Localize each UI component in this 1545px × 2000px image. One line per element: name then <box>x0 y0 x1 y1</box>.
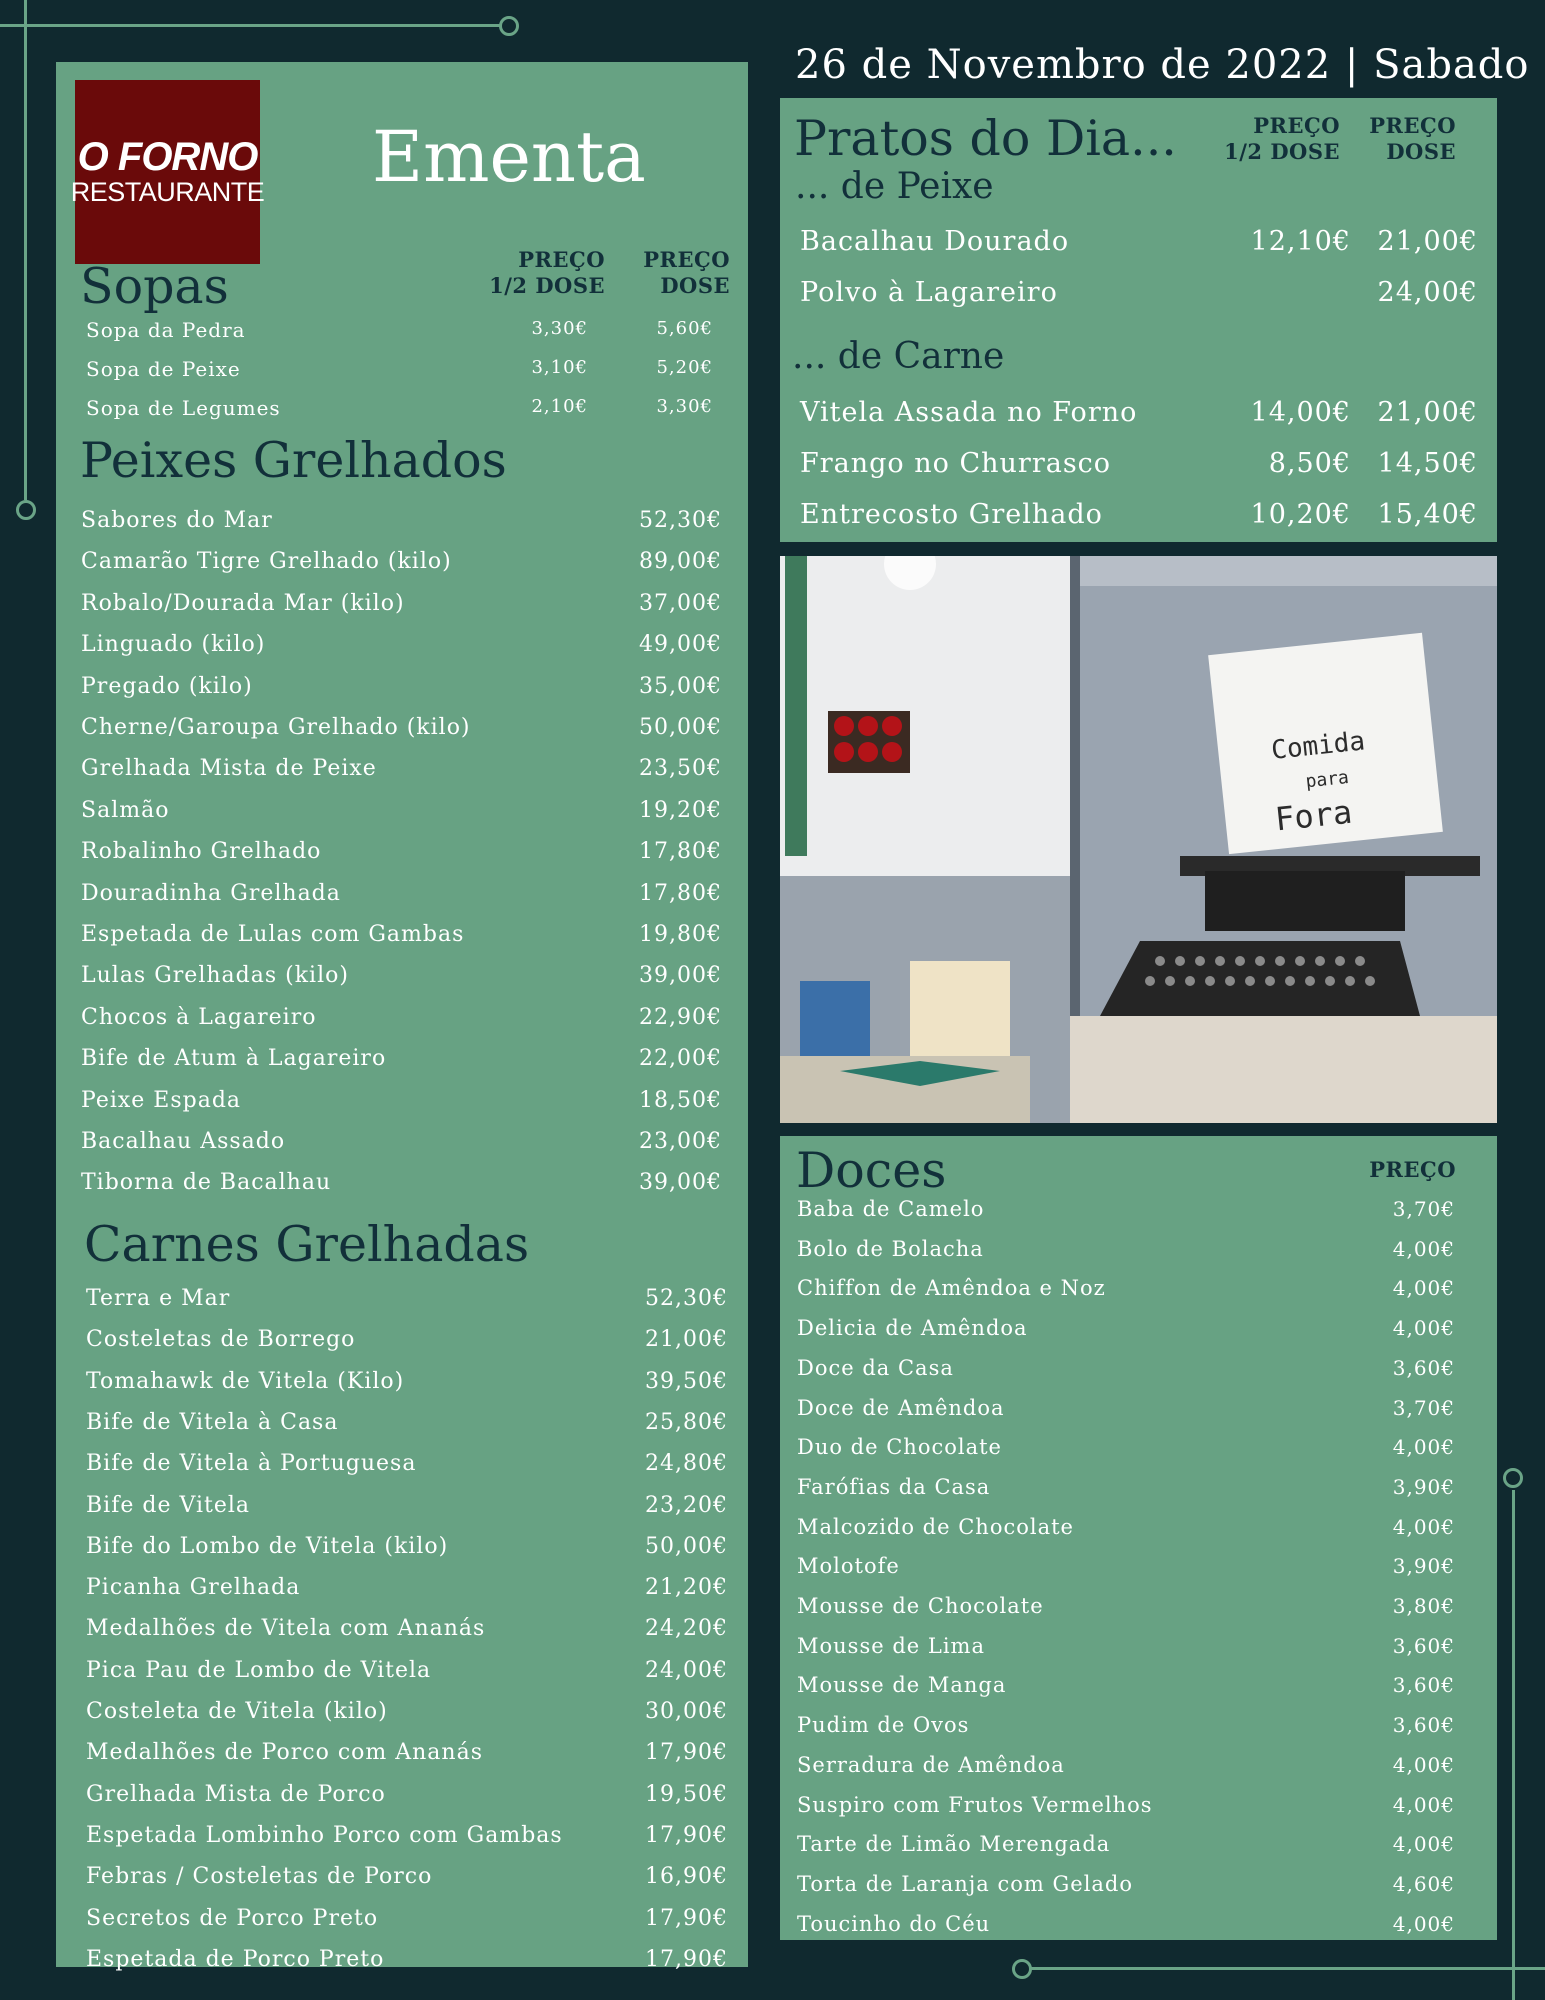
menu-item-name: Toucinho do Céu <box>797 1911 991 1936</box>
menu-item-row <box>86 1369 728 1410</box>
item-price: 39,00€ <box>639 963 722 989</box>
menu-item-row <box>81 632 722 673</box>
item-price: 35,00€ <box>639 673 722 699</box>
menu-item-row <box>81 839 722 880</box>
menu-item-row <box>81 674 722 715</box>
menu-item-row <box>86 1947 728 1988</box>
typewriter-photo <box>780 556 1497 1123</box>
menu-item-row <box>86 1327 728 1368</box>
menu-item-name: Camarão Tigre Grelhado (kilo) <box>81 549 452 575</box>
menu-item-name: Chiffon de Amêndoa e Noz <box>797 1276 1106 1301</box>
menu-item-name: Doce da Casa <box>797 1355 954 1380</box>
item-price: 4,00€ <box>1392 1911 1455 1936</box>
menu-item-row <box>81 591 722 632</box>
menu-item-name: Baba de Camelo <box>797 1197 985 1221</box>
peixes-heading: Peixes Grelhados <box>80 432 507 489</box>
menu-item-row <box>86 1699 728 1740</box>
logo-line-2: RESTAURANTE <box>70 177 265 207</box>
menu-item-row <box>797 1515 1455 1555</box>
pratos-dia-heading: Pratos do Dia... <box>794 110 1177 167</box>
menu-item-name: Sabores do Mar <box>81 508 273 533</box>
item-price: 52,30€ <box>645 1286 728 1311</box>
menu-item-name: Malcozido de Chocolate <box>797 1514 1074 1539</box>
half-dose-price: 12,10€ <box>1250 226 1351 257</box>
full-dose-price: 24,00€ <box>1377 277 1478 308</box>
menu-item-name: Molotofe <box>797 1554 900 1579</box>
sopas-half-price-header: PREÇO 1/2 DOSE <box>489 247 605 298</box>
menu-item-name: Entrecosto Grelhado <box>800 499 1103 530</box>
menu-item-row <box>81 798 722 839</box>
sopas-full-price-header: PREÇO DOSE <box>643 247 730 298</box>
menu-item-name: Terra e Mar <box>86 1286 231 1311</box>
menu-item-row <box>797 1872 1455 1912</box>
menu-item-row <box>86 1575 728 1616</box>
item-price: 39,50€ <box>645 1368 728 1394</box>
menu-item-row <box>86 1658 728 1699</box>
item-price: 17,90€ <box>645 1822 728 1848</box>
dia-half-price-header: PREÇO 1/2 DOSE <box>1224 113 1340 164</box>
full-dose-price: 5,60€ <box>656 318 713 339</box>
menu-item-row <box>81 756 722 797</box>
menu-item-row <box>86 1782 728 1823</box>
menu-item-name: Mousse de Chocolate <box>797 1594 1044 1618</box>
menu-item-row <box>797 1316 1455 1356</box>
item-price: 4,00€ <box>1392 1316 1455 1341</box>
half-dose-price: 3,30€ <box>531 318 588 339</box>
menu-item-row <box>797 1912 1455 1952</box>
menu-item-name: Frango no Churrasco <box>800 448 1112 479</box>
menu-item-name: Robalinho Grelhado <box>81 839 322 865</box>
menu-item-row <box>797 1276 1455 1316</box>
menu-item-row <box>800 277 1478 327</box>
menu-item-row <box>797 1832 1455 1872</box>
item-price: 17,90€ <box>645 1905 728 1931</box>
full-dose-price: 21,00€ <box>1377 226 1478 257</box>
menu-item-row <box>86 1616 728 1657</box>
menu-item-row <box>797 1435 1455 1475</box>
menu-item-name: Costeletas de Borrego <box>86 1327 356 1353</box>
peixe-dia-heading: ... de Peixe <box>795 166 994 207</box>
item-price: 23,50€ <box>639 756 722 782</box>
menu-item-row <box>86 1451 728 1492</box>
menu-item-name: Sopa de Peixe <box>86 357 241 381</box>
menu-item-name: Grelhada Mista de Porco <box>86 1781 386 1807</box>
item-price: 19,50€ <box>645 1781 728 1807</box>
logo-line-1: O FORNO <box>77 135 258 179</box>
menu-item-name: Cherne/Garoupa Grelhado (kilo) <box>81 715 471 740</box>
full-dose-price: 3,30€ <box>656 396 713 417</box>
menu-item-name: Espetada de Porco Preto <box>86 1946 385 1972</box>
item-price: 4,00€ <box>1392 1276 1455 1301</box>
menu-item-name: Pregado (kilo) <box>81 673 253 699</box>
menu-item-name: Espetada de Lulas com Gambas <box>81 922 465 947</box>
item-price: 3,60€ <box>1392 1673 1455 1698</box>
item-price: 24,00€ <box>645 1657 728 1683</box>
menu-item-name: Douradinha Grelhada <box>81 880 341 906</box>
half-dose-price: 14,00€ <box>1250 397 1351 428</box>
menu-item-row <box>797 1356 1455 1396</box>
menu-item-row <box>81 1170 722 1211</box>
full-dose-price: 21,00€ <box>1377 397 1478 428</box>
dia-full-price-header: PREÇO DOSE <box>1369 113 1456 164</box>
item-price: 22,90€ <box>639 1004 722 1030</box>
menu-item-name: Febras / Costeletas de Porco <box>86 1864 433 1890</box>
item-price: 4,00€ <box>1392 1792 1455 1817</box>
carne-dia-heading: ... de Carne <box>792 336 1005 377</box>
menu-item-name: Farófias da Casa <box>797 1474 991 1499</box>
menu-item-name: Secretos de Porco Preto <box>86 1905 379 1931</box>
menu-item-row <box>81 1005 722 1046</box>
menu-item-row <box>797 1475 1455 1515</box>
menu-item-row <box>797 1396 1455 1436</box>
menu-item-name: Medalhões de Porco com Ananás <box>86 1740 483 1766</box>
item-price: 3,90€ <box>1392 1474 1455 1499</box>
menu-item-row <box>86 1286 728 1327</box>
menu-item-name: Sopa de Legumes <box>86 396 281 420</box>
menu-item-name: Bacalhau Dourado <box>800 226 1070 257</box>
menu-item-row <box>86 1906 728 1947</box>
menu-item-name: Bife de Atum à Lagareiro <box>81 1046 387 1072</box>
item-price: 21,20€ <box>645 1575 728 1601</box>
menu-title: Ementa <box>372 116 646 198</box>
menu-item-row <box>797 1753 1455 1793</box>
menu-item-row <box>800 226 1478 276</box>
menu-item-row <box>81 1046 722 1087</box>
menu-item-name: Bife de Vitela à Portuguesa <box>86 1451 417 1477</box>
item-price: 37,00€ <box>639 590 722 616</box>
menu-item-name: Tarte de Limão Merengada <box>797 1832 1111 1857</box>
restaurant-logo <box>70 80 265 264</box>
menu-item-name: Pica Pau de Lombo de Vitela <box>86 1657 432 1683</box>
menu-item-row <box>86 1823 728 1864</box>
menu-item-name: Serradura de Amêndoa <box>797 1752 1065 1777</box>
item-price: 17,80€ <box>639 880 722 906</box>
doces-heading: Doces <box>796 1142 947 1199</box>
menu-item-name: Tomahawk de Vitela (Kilo) <box>86 1368 405 1394</box>
menu-item-name: Grelhada Mista de Peixe <box>81 756 377 782</box>
item-price: 3,70€ <box>1392 1395 1455 1420</box>
menu-item-row <box>797 1634 1455 1674</box>
menu-item-name: Tiborna de Bacalhau <box>81 1170 332 1196</box>
menu-item-row <box>797 1673 1455 1713</box>
item-price: 49,00€ <box>639 632 722 658</box>
menu-item-name: Doce de Amêndoa <box>797 1395 1005 1420</box>
item-price: 25,80€ <box>645 1409 728 1435</box>
menu-item-name: Sopa da Pedra <box>86 318 246 342</box>
half-dose-price: 3,10€ <box>531 357 588 378</box>
menu-item-name: Bolo de Bolacha <box>797 1236 984 1261</box>
menu-item-row <box>86 1493 728 1534</box>
menu-item-row <box>797 1554 1455 1594</box>
menu-item-name: Bife de Vitela à Casa <box>86 1409 339 1435</box>
item-price: 39,00€ <box>639 1170 722 1196</box>
sopas-heading: Sopas <box>80 258 229 315</box>
menu-item-name: Peixe Espada <box>81 1087 242 1113</box>
half-dose-price: 2,10€ <box>531 396 588 417</box>
doces-price-header: PREÇO <box>1369 1157 1456 1182</box>
menu-item-row <box>797 1793 1455 1833</box>
half-dose-price: 8,50€ <box>1268 448 1351 479</box>
sign-word-2: para <box>1304 766 1350 793</box>
menu-item-name: Suspiro com Frutos Vermelhos <box>797 1792 1153 1817</box>
menu-item-row <box>797 1237 1455 1277</box>
item-price: 4,00€ <box>1392 1514 1455 1539</box>
menu-item-row <box>81 881 722 922</box>
menu-item-name: Bife do Lombo de Vitela (kilo) <box>86 1533 449 1559</box>
item-price: 3,60€ <box>1392 1355 1455 1380</box>
item-price: 4,60€ <box>1392 1871 1455 1896</box>
menu-item-name: Delicia de Amêndoa <box>797 1316 1028 1341</box>
item-price: 50,00€ <box>645 1533 728 1559</box>
menu-item-row <box>81 963 722 1004</box>
item-price: 4,00€ <box>1392 1435 1455 1460</box>
menu-item-row <box>86 1740 728 1781</box>
menu-item-name: Chocos à Lagareiro <box>81 1004 317 1030</box>
item-price: 18,50€ <box>639 1087 722 1113</box>
item-price: 19,20€ <box>639 797 722 823</box>
full-dose-price: 5,20€ <box>656 357 713 378</box>
item-price: 17,80€ <box>639 839 722 865</box>
item-price: 30,00€ <box>645 1699 728 1724</box>
item-price: 23,00€ <box>639 1129 722 1154</box>
menu-item-row <box>800 448 1478 498</box>
item-price: 3,80€ <box>1392 1594 1455 1618</box>
item-price: 50,00€ <box>639 715 722 740</box>
item-price: 24,80€ <box>645 1451 728 1477</box>
menu-item-row <box>81 1088 722 1129</box>
menu-item-row <box>86 396 718 432</box>
carnes-heading: Carnes Grelhadas <box>84 1216 530 1273</box>
menu-item-row <box>800 397 1478 447</box>
menu-item-name: Mousse de Lima <box>797 1633 985 1658</box>
item-price: 52,30€ <box>639 508 722 533</box>
menu-date: 26 de Novembro de 2022 | Sabado <box>795 42 1530 88</box>
menu-item-row <box>800 499 1478 549</box>
item-price: 21,00€ <box>645 1327 728 1353</box>
menu-item-name: Polvo à Lagareiro <box>800 277 1058 308</box>
menu-item-name: Robalo/Dourada Mar (kilo) <box>81 590 405 616</box>
item-price: 4,00€ <box>1392 1752 1455 1777</box>
menu-item-row <box>81 549 722 590</box>
menu-item-name: Medalhões de Vitela com Ananás <box>86 1616 486 1642</box>
menu-item-name: Espetada Lombinho Porco com Gambas <box>86 1822 563 1848</box>
item-price: 3,60€ <box>1392 1633 1455 1658</box>
item-price: 17,90€ <box>645 1946 728 1972</box>
menu-item-name: Torta de Laranja com Gelado <box>797 1871 1134 1896</box>
menu-item-row <box>86 1410 728 1451</box>
item-price: 3,70€ <box>1392 1197 1455 1221</box>
full-dose-price: 14,50€ <box>1377 448 1478 479</box>
menu-item-name: Duo de Chocolate <box>797 1435 1002 1460</box>
sign-word-3: Fora <box>1273 792 1354 839</box>
menu-item-row <box>86 1534 728 1575</box>
menu-item-row <box>797 1197 1455 1237</box>
item-price: 3,90€ <box>1392 1554 1455 1579</box>
item-price: 89,00€ <box>639 549 722 575</box>
menu-item-name: Bife de Vitela <box>86 1492 251 1518</box>
menu-item-name: Mousse de Manga <box>797 1673 1007 1698</box>
menu-item-row <box>81 508 722 549</box>
item-price: 19,80€ <box>639 922 722 947</box>
item-price: 16,90€ <box>645 1864 728 1890</box>
menu-item-name: Salmão <box>81 797 170 823</box>
item-price: 22,00€ <box>639 1046 722 1072</box>
menu-item-name: Pudim de Ovos <box>797 1713 970 1738</box>
item-price: 4,00€ <box>1392 1236 1455 1261</box>
menu-item-name: Picanha Grelhada <box>86 1575 301 1601</box>
half-dose-price: 10,20€ <box>1250 499 1351 530</box>
menu-item-row <box>86 357 718 393</box>
menu-item-row <box>86 1864 728 1905</box>
item-price: 23,20€ <box>645 1492 728 1518</box>
menu-item-name: Linguado (kilo) <box>81 632 266 658</box>
menu-item-row <box>797 1713 1455 1753</box>
menu-item-name: Costeleta de Vitela (kilo) <box>86 1699 388 1724</box>
menu-item-row <box>81 922 722 963</box>
item-price: 24,20€ <box>645 1616 728 1642</box>
item-price: 17,90€ <box>645 1740 728 1766</box>
item-price: 4,00€ <box>1392 1832 1455 1857</box>
menu-item-row <box>86 318 718 354</box>
menu-item-row <box>81 1129 722 1170</box>
full-dose-price: 15,40€ <box>1377 499 1478 530</box>
menu-item-name: Vitela Assada no Forno <box>800 397 1138 428</box>
item-price: 3,60€ <box>1392 1713 1455 1738</box>
menu-item-row <box>797 1594 1455 1634</box>
sign-word-1: Comida <box>1269 726 1367 766</box>
menu-item-row <box>81 715 722 756</box>
menu-item-name: Bacalhau Assado <box>81 1129 286 1154</box>
menu-item-name: Lulas Grelhadas (kilo) <box>81 963 349 989</box>
